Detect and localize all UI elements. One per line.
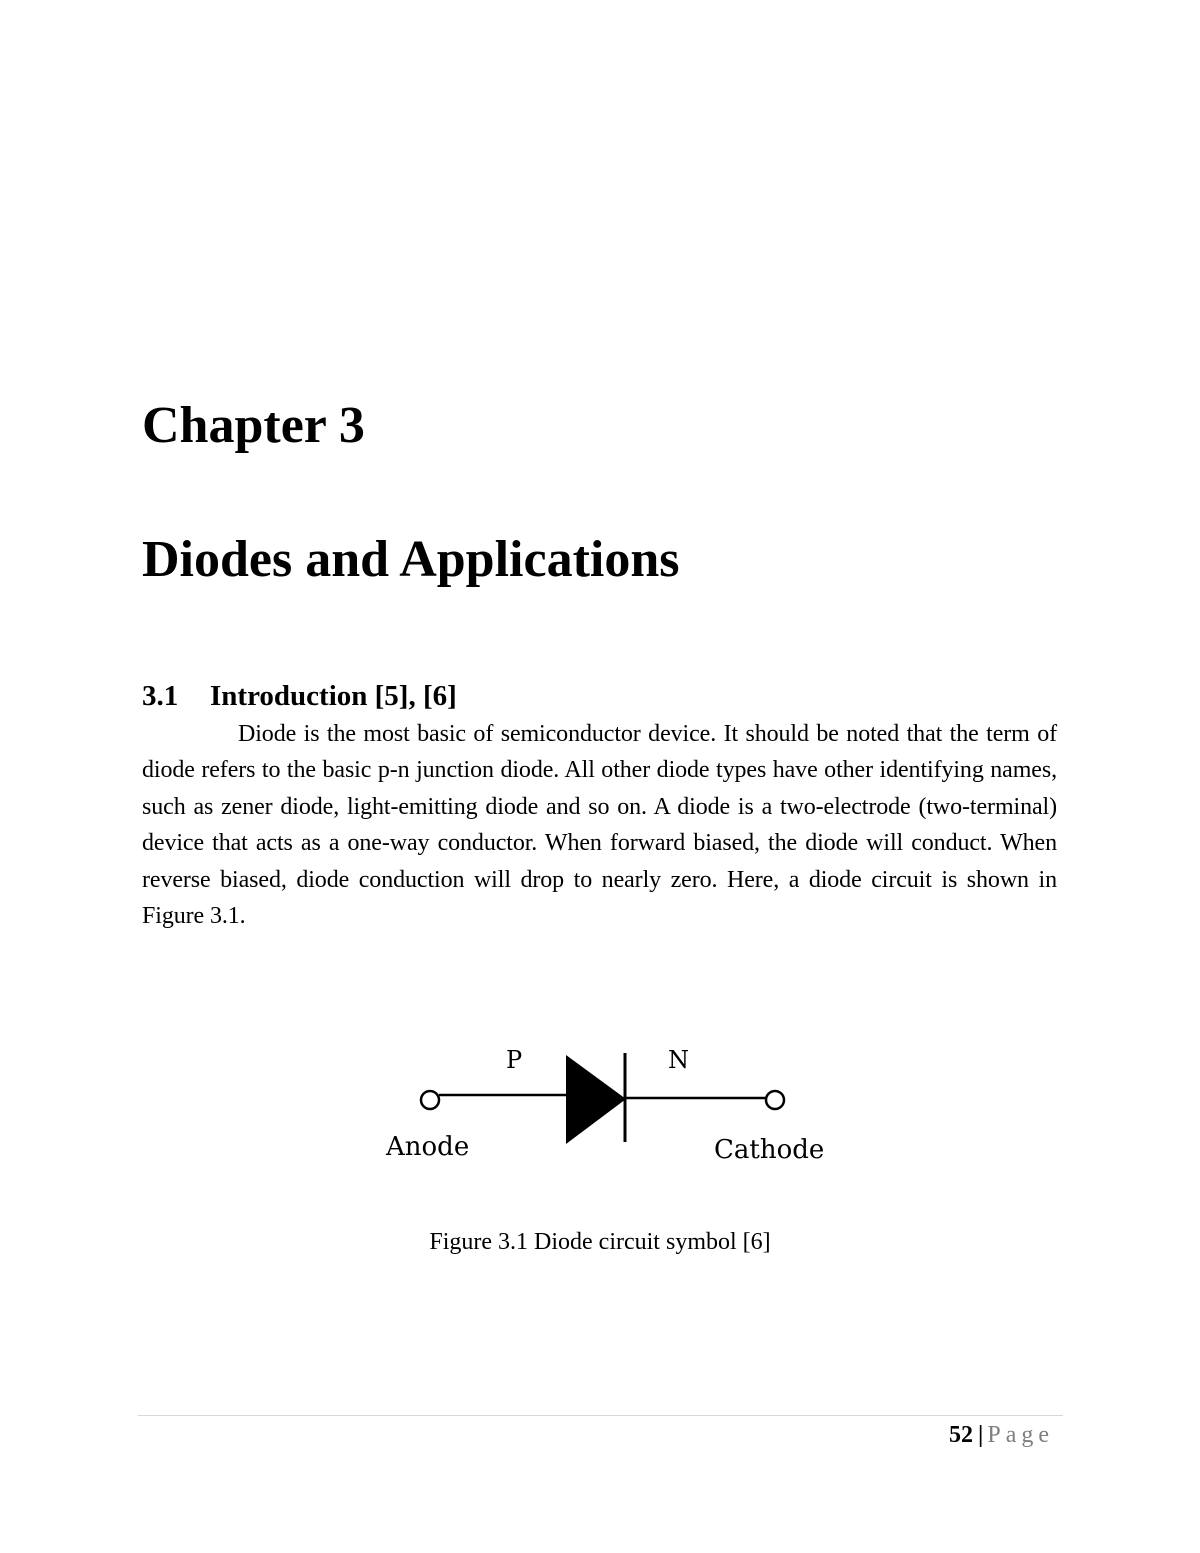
diode-symbol-figure <box>380 1040 850 1175</box>
body-paragraph: Diode is the most basic of semiconductor device. It should be noted that the term of diode refers to the basic p-n junction diode. All other diode types have other identifying names, such as zener diode, light-emitting diode and so on. A diode is a two-electrode (two-terminal) device that acts as a one-way conductor. When forward biased, the diode will conduct. When reverse biased, diode conduction will drop to nearly zero. Here, a diode circuit is shown in Figure 3.1. <box>142 721 1057 930</box>
anode-terminal-icon <box>421 1091 439 1109</box>
footer-divider <box>138 1415 1063 1416</box>
chapter-subtitle: Diodes and Applications <box>142 531 680 588</box>
section-heading <box>142 679 457 714</box>
n-label: N <box>668 1046 689 1074</box>
cathode-label: Cathode <box>714 1135 825 1165</box>
p-label: P <box>506 1046 523 1074</box>
figure-caption: Figure 3.1 Diode circuit symbol [6] <box>429 1229 771 1255</box>
chapter-title: Chapter 3 <box>142 397 365 454</box>
cathode-terminal-icon <box>766 1091 784 1109</box>
page-word: Page <box>987 1422 1054 1448</box>
page-number: 52 <box>949 1422 974 1448</box>
diode-triangle-icon <box>566 1055 626 1144</box>
section-title: Introduction [5], [6] <box>210 680 457 712</box>
anode-label: Anode <box>386 1132 470 1162</box>
footer-separator: | <box>978 1422 984 1448</box>
section-number: 3.1 <box>142 680 179 712</box>
page-footer <box>949 1421 1054 1450</box>
